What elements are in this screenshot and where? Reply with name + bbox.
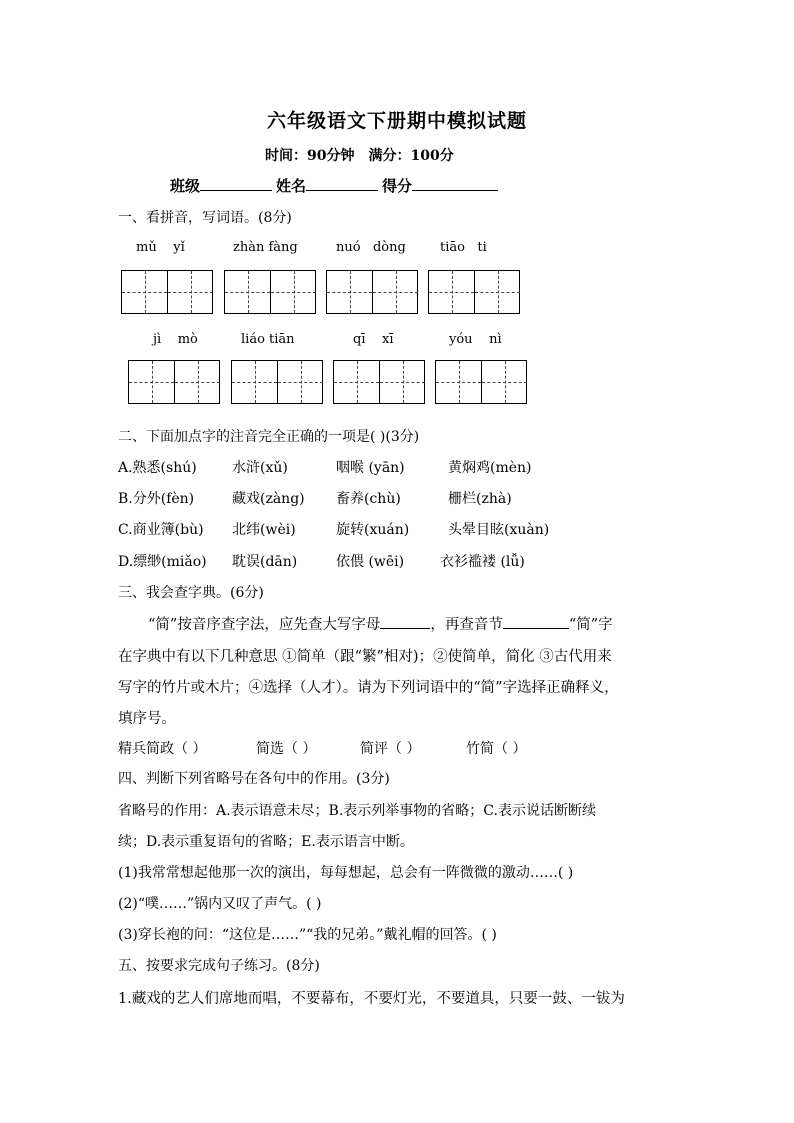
pinyin-item xyxy=(449,332,502,347)
pinyin-syllable: nuó xyxy=(336,240,361,255)
option-row xyxy=(118,519,549,539)
paragraph-line: 在字典中有以下几种意思 ①简单（跟“繁”相对)；②使简单，简化 ③古代用来 xyxy=(118,649,612,665)
pinyin-syllable: mǔ xyxy=(136,240,157,255)
pinyin-syllable: yǐ xyxy=(173,240,185,255)
section-2-heading: 二、下面加点字的注音完全正确的一项是( )(3分) xyxy=(118,429,420,445)
pinyin-syllable: yóu xyxy=(449,332,473,347)
pinyin-syllable: qī xyxy=(353,332,366,347)
text-span: “简”按音序查字法，应先查大写字母 xyxy=(148,617,381,633)
pinyin-item xyxy=(336,240,406,255)
class-label: 班级 xyxy=(170,177,201,195)
lookup-item: 简评（ ） xyxy=(360,741,421,757)
exam-meta xyxy=(265,145,454,165)
lookup-item: 竹简（ ） xyxy=(466,741,527,757)
exam-time: 时间：90分钟 xyxy=(265,148,355,164)
section-1-heading: 一、看拼音，写词语。(8分) xyxy=(118,210,292,226)
question-item: (2)“噗……”锅内又叹了声气。( ) xyxy=(118,896,322,912)
option-cell: 咽喉 (yān) xyxy=(336,460,405,476)
question-item: 1.藏戏的艺人们席地而唱，不要幕布，不要灯光，不要道具，只要一鼓、一钹为 xyxy=(118,991,625,1007)
pinyin-syllable: xī xyxy=(382,332,394,347)
paragraph-line: 写字的竹片或木片；④选择（人才）。请为下列词语中的“简”字选择正确释义， xyxy=(118,680,619,696)
pinyin-item xyxy=(353,332,394,347)
question-item: (3)穿长袍的问：“这位是……”“我的兄弟。”戴礼帽的回答。( ) xyxy=(118,927,497,943)
section-4-heading: 四、判断下列省略号在各句中的作用。(3分) xyxy=(118,771,390,787)
writing-grid[interactable] xyxy=(128,360,220,404)
pinyin-item xyxy=(233,240,298,255)
name-label: 姓名 xyxy=(276,177,307,195)
option-cell: 耽误(dān) xyxy=(232,554,298,570)
option-cell: 衣衫褴褛 (lǚ) xyxy=(440,554,525,570)
writing-grid[interactable] xyxy=(121,270,213,314)
option-cell: D.缥缈(miǎo) xyxy=(118,554,207,570)
class-blank[interactable] xyxy=(200,175,272,191)
syllable-blank[interactable] xyxy=(503,614,569,629)
pinyin-syllable: tiāo xyxy=(440,240,465,255)
option-cell: B.分外(fèn) xyxy=(118,491,195,507)
option-cell: C.商业簿(bù) xyxy=(118,522,204,538)
section-3-heading: 三、我会查字典。(6分) xyxy=(118,585,264,601)
option-row xyxy=(118,488,512,508)
paragraph-line xyxy=(148,613,710,634)
score-blank[interactable] xyxy=(412,175,498,191)
option-cell: 依偎 (wēi) xyxy=(336,554,405,570)
lookup-items xyxy=(118,738,526,758)
pinyin-syllable: jì xyxy=(153,332,162,347)
option-cell: 旋转(xuán) xyxy=(336,522,410,538)
ellipsis-usage-line: 续；D.表示重复语句的省略；E.表示语言中断。 xyxy=(118,834,414,850)
option-cell: 藏戏(zàng) xyxy=(232,491,305,507)
score-label: 得分 xyxy=(382,177,413,195)
student-info-line xyxy=(170,175,502,196)
pinyin-syllable: liáo xyxy=(241,332,265,347)
section-5-heading: 五、按要求完成句子练习。(8分) xyxy=(118,958,320,974)
option-cell: A.熟悉(shú) xyxy=(118,460,197,476)
paragraph-line: 填序号。 xyxy=(118,711,176,727)
writing-grid[interactable] xyxy=(231,360,323,404)
pinyin-syllable: nì xyxy=(489,332,502,347)
pinyin-item xyxy=(136,240,185,255)
option-cell: 头晕目眩(xuàn) xyxy=(448,522,550,538)
pinyin-syllable: fàng xyxy=(268,240,298,255)
option-cell: 栅栏(zhà) xyxy=(448,491,512,507)
pinyin-item xyxy=(440,240,487,255)
writing-grid[interactable] xyxy=(435,360,527,404)
option-cell: 畜养(chù) xyxy=(336,491,401,507)
option-row xyxy=(118,551,525,571)
writing-grid[interactable] xyxy=(333,360,425,404)
writing-grid[interactable] xyxy=(428,270,520,314)
writing-grid[interactable] xyxy=(224,270,316,314)
lookup-item: 简选（ ） xyxy=(256,741,317,757)
exam-full-score: 满分：100分 xyxy=(368,148,454,164)
name-blank[interactable] xyxy=(306,175,378,191)
option-cell: 北纬(wèi) xyxy=(232,522,296,538)
pinyin-syllable: ti xyxy=(477,240,487,255)
pinyin-syllable: tiān xyxy=(269,332,295,347)
pinyin-syllable: zhàn xyxy=(233,240,265,255)
pinyin-item xyxy=(241,332,295,347)
option-cell: 水浒(xǔ) xyxy=(232,460,288,476)
lookup-item: 精兵简政（ ） xyxy=(118,741,207,757)
option-cell: 黄焖鸡(mèn) xyxy=(448,460,532,476)
ellipsis-usage-line: 省略号的作用：A.表示语意未尽；B.表示列举事物的省略；C.表示说话断断续 xyxy=(118,803,596,819)
pinyin-syllable: mò xyxy=(177,332,198,347)
writing-grid[interactable] xyxy=(326,270,418,314)
option-row xyxy=(118,457,532,477)
letter-blank[interactable] xyxy=(380,614,430,629)
pinyin-item xyxy=(153,332,198,347)
page-title: 六年级语文下册期中模拟试题 xyxy=(266,110,527,132)
question-item: (1)我常常想起他那一次的演出，每每想起，总会有一阵微微的激动……( ) xyxy=(118,865,574,881)
pinyin-syllable: dòng xyxy=(372,240,406,255)
text-span: “简”字 xyxy=(568,617,613,633)
text-span: ，再查音节 xyxy=(430,617,503,633)
